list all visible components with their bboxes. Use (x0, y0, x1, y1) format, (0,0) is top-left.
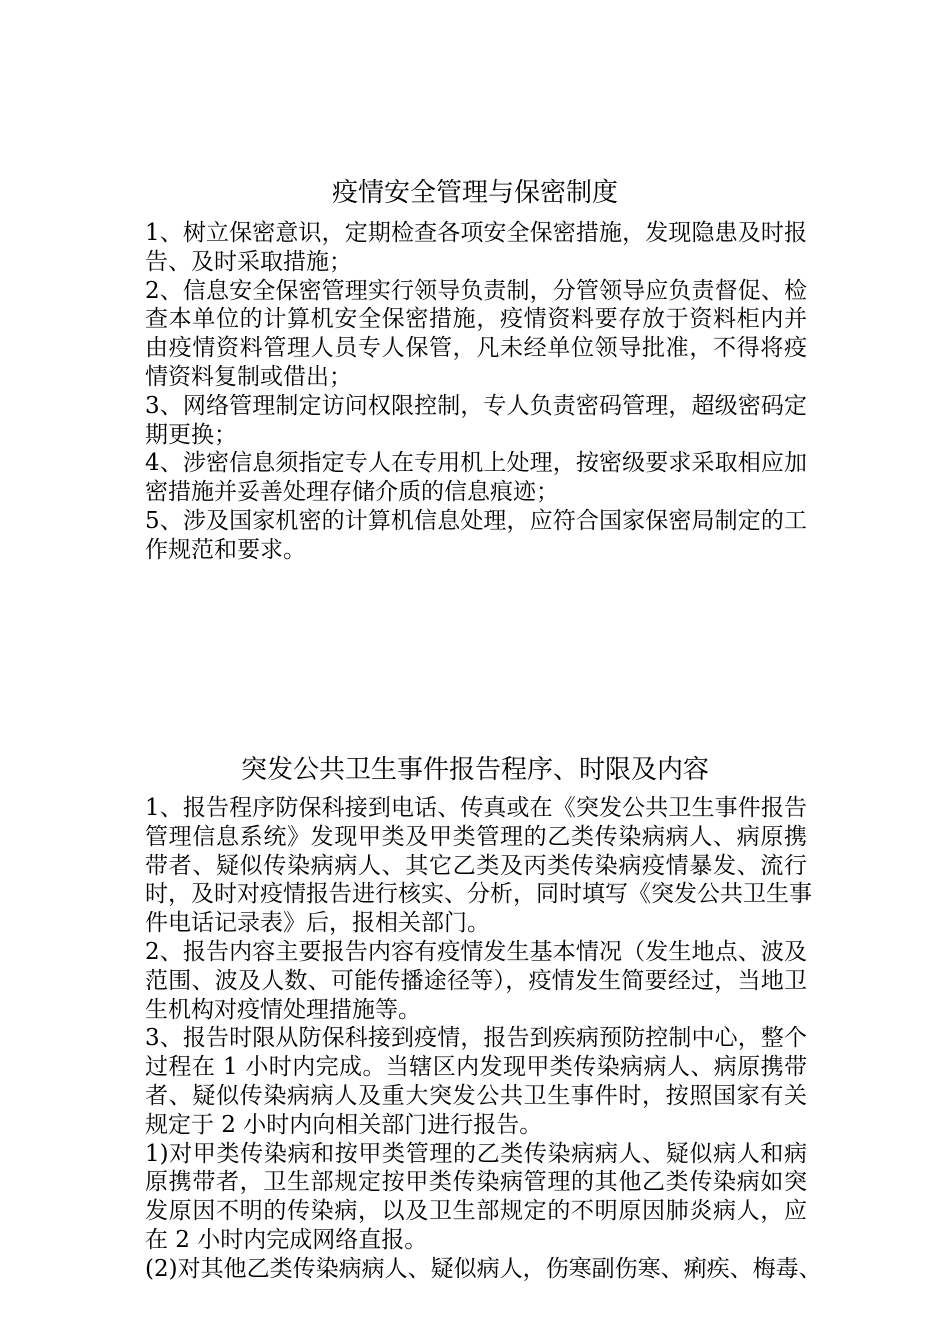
text-line: 件电话记录表》后，报相关部门。 (145, 910, 490, 937)
text-line: 带者、疑似传染病病人、其它乙类及丙类传染病疫情暴发、流行 (145, 852, 807, 879)
text-line: 2、报告内容主要报告内容有疫情发生基本情况（发生地点、波及 (145, 938, 807, 965)
text-line: 3、报告时限从防保科接到疫情，报告到疾病预防控制中心，整个 (145, 1025, 807, 1052)
text-line: 3、网络管理制定访问权限控制，专人负责密码管理，超级密码定 (145, 392, 807, 419)
text-line: 情资料复制或借出； (145, 363, 352, 390)
text-line: 1)对甲类传染病和按甲类管理的乙类传染病病人、疑似病人和病 (145, 1140, 807, 1167)
text-line: 过程在 1 小时内完成。当辖区内发现甲类传染病病人、病原携带 (145, 1054, 807, 1081)
text-line: 范围、波及人数、可能传播途径等），疫情发生简要经过，当地卫 (145, 967, 807, 994)
section1-body (145, 219, 807, 565)
text-line: 发原因不明的传染病，以及卫生部规定的不明原因肺炎病人，应 (145, 1198, 807, 1225)
text-line: 告、及时采取措施； (145, 248, 352, 275)
text-line: 2、信息安全保密管理实行领导负责制，分管领导应负责督促、检 (145, 277, 807, 304)
text-line: 者、疑似传染病病人及重大突发公共卫生事件时，按照国家有关 (145, 1082, 807, 1109)
text-line: 密措施并妥善处理存储介质的信息痕迹； (145, 479, 559, 506)
text-line: 原携带者，卫生部规定按甲类传染病管理的其他乙类传染病如突 (145, 1169, 807, 1196)
text-line: 生机构对疫情处理措施等。 (145, 996, 421, 1023)
section1-title: 疫情安全管理与保密制度 (331, 178, 618, 208)
section2-title: 突发公共卫生事件报告程序、时限及内容 (240, 755, 709, 785)
text-line: 时，及时对疫情报告进行核实、分析，同时填写《突发公共卫生事 (145, 881, 812, 908)
text-line: 在 2 小时内完成网络直报。 (145, 1226, 428, 1253)
text-line: 5、涉及国家机密的计算机信息处理，应符合国家保密局制定的工 (145, 507, 807, 534)
text-line: 作规范和要求。 (145, 536, 306, 563)
text-line: 1、报告程序防保科接到电话、传真或在《突发公共卫生事件报告 (145, 795, 807, 821)
section2-body (145, 794, 822, 1284)
text-line: 1、树立保密意识，定期检查各项安全保密措施，发现隐患及时报 (145, 220, 807, 246)
text-line: 4、涉密信息须指定专人在专用机上处理，按密级要求采取相应加 (145, 450, 807, 477)
text-line: (2)对其他乙类传染病病人、疑似病人，伤寒副伤寒、痢疾、梅毒、 (145, 1255, 822, 1282)
text-line: 期更换； (145, 421, 237, 448)
text-line: 由疫情资料管理人员专人保管，凡未经单位领导批准，不得将疫 (145, 335, 807, 362)
text-line: 规定于 2 小时内向相关部门进行报告。 (145, 1111, 543, 1138)
text-line: 管理信息系统》发现甲类及甲类管理的乙类传染病病人、病原携 (145, 823, 807, 850)
text-line: 查本单位的计算机安全保密措施，疫情资料要存放于资料柜内并 (145, 306, 807, 333)
